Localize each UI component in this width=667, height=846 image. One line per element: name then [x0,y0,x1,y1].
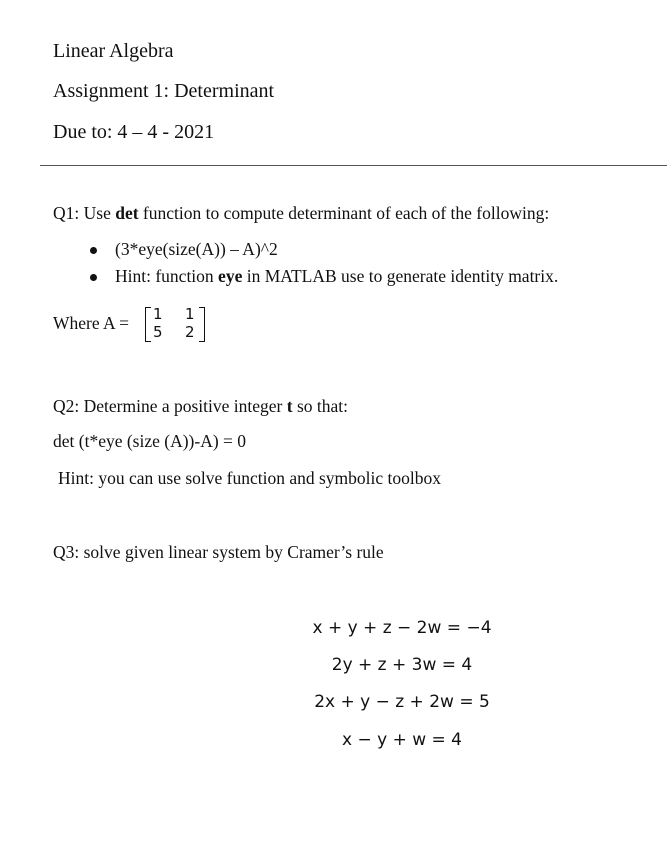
where-label: Where A = [53,313,129,333]
equation-4: x − y + w = 4 [342,730,462,750]
equation-2: 2y + z + 3w = 4 [331,655,473,675]
course-title: Linear Algebra [53,40,174,62]
q2-suffix: so that: [292,396,348,416]
matrix-cell: 2 [185,323,195,341]
q1-bullet-2 [115,266,558,287]
q1-question [53,203,549,224]
q1-hint-keyword: eye [218,266,243,286]
matrix-cell: 1 [153,305,163,323]
equation-1: x + y + z − 2w = −4 [312,618,492,638]
q1-bullet-1: (3*eye(size(A)) – A)^2 [115,239,278,259]
bullet-icon [90,247,97,254]
q1-hint-post: in MATLAB use to generate identity matrix. [242,266,559,286]
q3-question: Q3: solve given linear system by Cramer’s rule [53,542,384,562]
q2-question [53,396,348,417]
q1-hint-pre: Hint: function [115,266,219,286]
q1-prefix: Q1: Use [53,203,116,223]
horizontal-divider [40,165,667,166]
matrix-a [145,304,205,342]
equation-3: 2x + y − z + 2w = 5 [314,692,490,712]
q2-prefix: Q2: Determine a positive integer [53,396,287,416]
matrix-cell: 5 [153,323,163,341]
q1-suffix: function to compute determinant of each of the following: [138,203,550,223]
q2-hint: Hint: you can use solve function and symbolic toolbox [58,468,442,488]
assignment-title: Assignment 1: Determinant [53,80,275,102]
q2-equation: det (t*eye (size (A))-A) = 0 [53,431,247,451]
matrix-cell: 1 [185,305,195,323]
q2-keyword: t [286,396,293,416]
left-bracket [145,307,151,342]
q1-keyword: det [115,203,139,223]
bullet-icon [90,274,97,281]
due-date: Due to: 4 – 4 - 2021 [53,121,215,143]
right-bracket [199,307,205,342]
